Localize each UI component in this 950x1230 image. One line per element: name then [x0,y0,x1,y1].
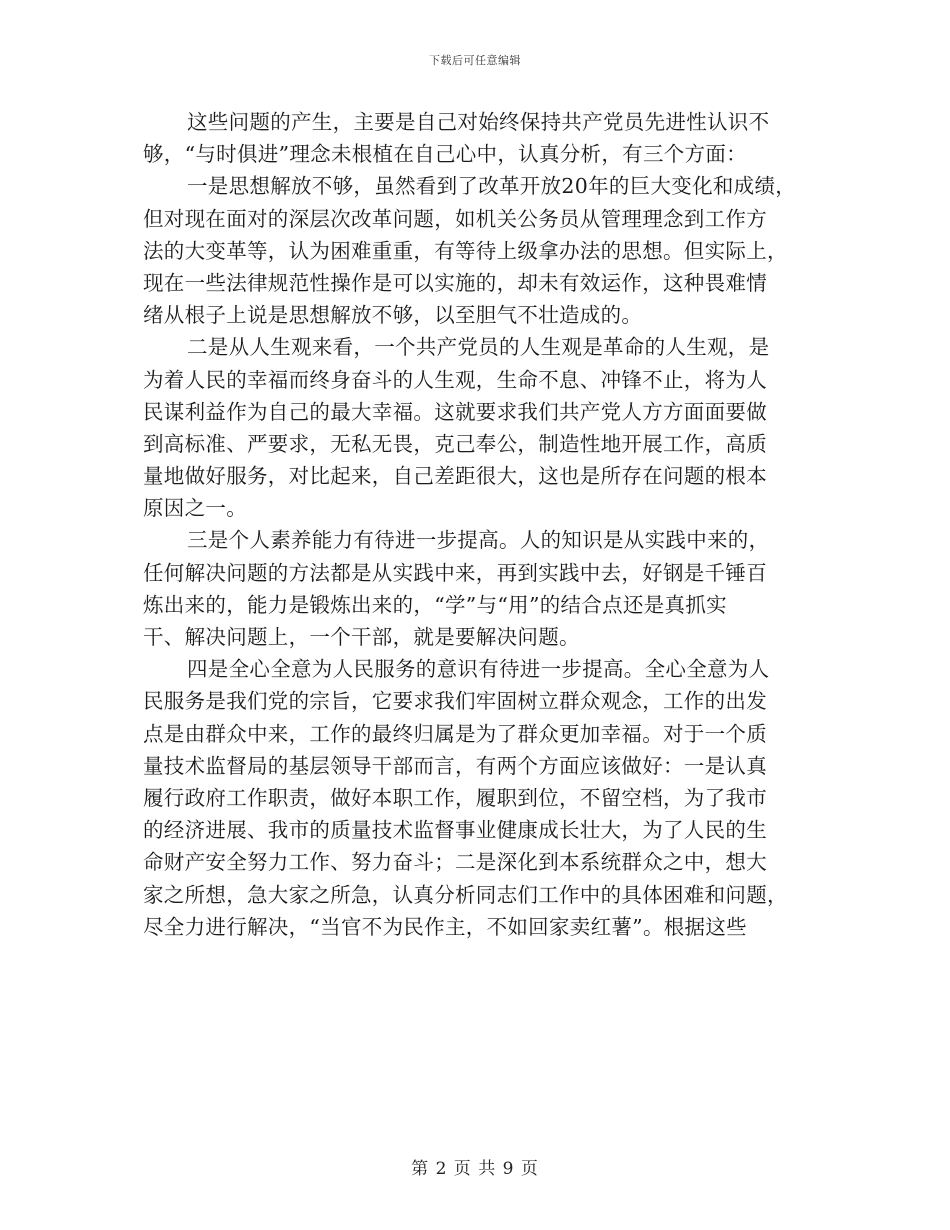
document-body [143,106,813,943]
paragraph-line: 够，“与时俱进”理念未根植在自己心中，认真分析，有三个方面： [143,142,747,167]
paragraph-line: 但对现在面对的深层次改革问题，如机关公务员从管理理念到工作方 [143,206,767,231]
paragraph-line: 履行政府工作职责，做好本职工作，履职到位，不留空档，为了我市 [143,785,767,810]
paragraph-line: 量技术监督局的基层领导干部而言，有两个方面应该做好：一是认真 [143,753,767,778]
paragraph-line: 四是全心全意为人民服务的意识有待进一步提高。全心全意为人 [187,657,770,682]
paragraph-line: 到高标准、严要求，无私无畏，克己奉公，制造性地开展工作，高质 [143,431,767,456]
paragraph-line: 三是个人素养能力有待进一步提高。人的知识是从实践中来的， [187,528,770,553]
paragraph-line: 尽全力进行解决，“当官不为民作主，不如回家卖红薯”。根据这些 [143,914,747,939]
paragraph-line: 为着人民的幸福而终身奋斗的人生观，生命不息、冲锋不止，将为人 [143,367,767,392]
paragraph-line: 法的大变革等，认为困难重重，有等待上级拿办法的思想。但实际上， [143,238,788,263]
paragraph-line: 干、解决问题上，一个干部，就是要解决问题。 [143,625,580,649]
paragraph-line: 现在一些法律规范性操作是可以实施的，却未有效运作，这种畏难情 [143,270,767,295]
paragraph-line: 原因之一。 [143,496,247,521]
paragraph-line: 家之所想，急大家之所急，认真分析同志们工作中的具体困难和问题， [143,882,788,907]
paragraph-line: 绪从根子上说是思想解放不够，以至胆气不壮造成的。 [143,303,643,328]
paragraph-line: 这些问题的产生，主要是自己对始终保持共产党员先进性认识不 [187,110,770,134]
paragraph-line: 任何解决问题的方法都是从实践中来，再到实践中去，好钢是千锤百 [143,560,767,585]
paragraph-line: 点是由群众中来，工作的最终归属是为了群众更加幸福。对于一个质 [143,721,767,746]
paragraph-line: 命财产安全努力工作、努力奋斗；二是深化到本系统群众之中，想大 [143,850,767,875]
paragraph-line: 一是思想解放不够，虽然看到了改革开放20年的巨大变化和成绩， [187,174,797,199]
paragraph-line: 民谋利益作为自己的最大幸福。这就要求我们共产党人方方面面要做 [143,399,767,424]
page-number: 第 2 页 共 9 页 [411,1159,539,1179]
page-header: 下载后可任意编辑 [429,54,521,67]
paragraph-line: 量地做好服务，对比起来，自己差距很大，这也是所存在问题的根本 [143,464,767,489]
paragraph-line: 炼出来的，能力是锻炼出来的，“学”与“用”的结合点还是真抓实 [143,592,727,617]
paragraph-line: 民服务是我们党的宗旨，它要求我们牢固树立群众观念，工作的出发 [143,689,767,714]
paragraph-line: 二是从人生观来看，一个共产党员的人生观是革命的人生观，是 [187,335,770,360]
paragraph-line: 的经济进展、我市的质量技术监督事业健康成长壮大，为了人民的生 [143,818,767,843]
